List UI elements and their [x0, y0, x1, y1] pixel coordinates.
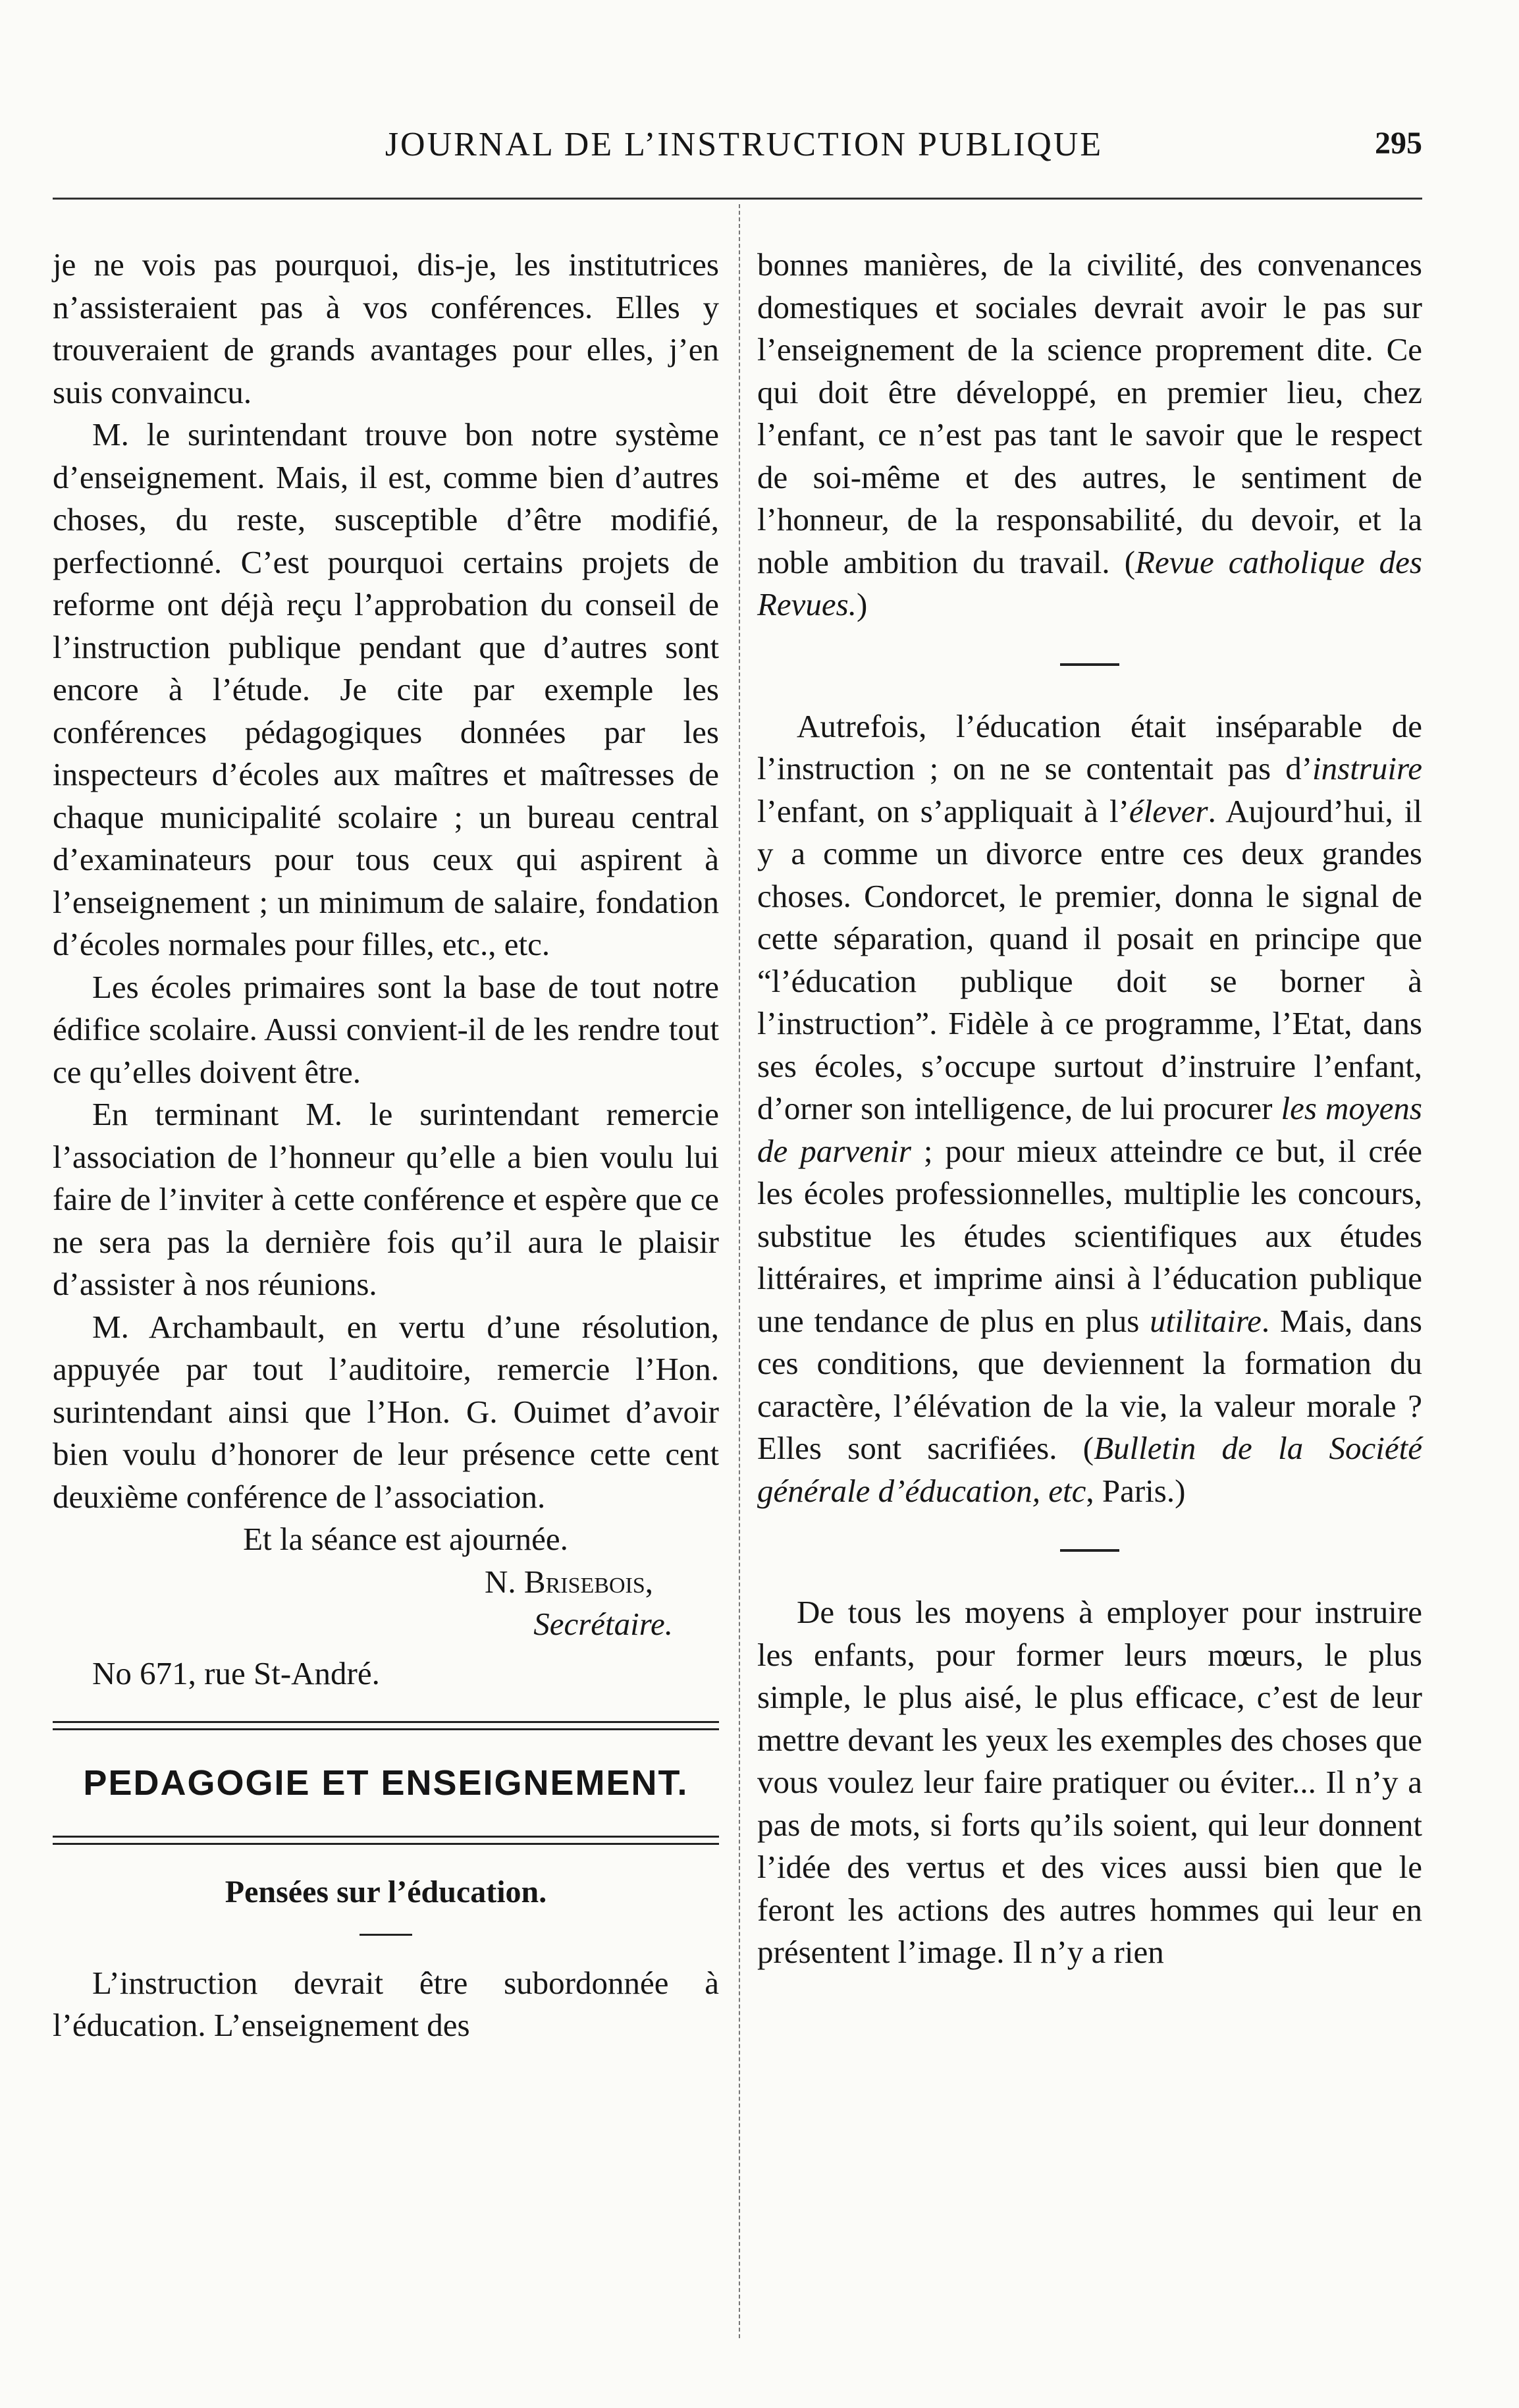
emphasis: utilitaire — [1150, 1302, 1262, 1339]
paragraph: M. Archambault, en vertu d’une résolution, appuyée par tout l’auditoire, remercie l’Hon. surintendant ainsi que l’Hon. G. Ouimet d’avoir bien voulu d’honorer de leur présence cette cent deuxième conférence de l’association. — [53, 1308, 719, 1515]
paragraph: Les écoles primaires sont la base de tout notre édifice scolaire. Aussi convient-il de les rendre tout ce qu’elles doivent être. — [53, 968, 719, 1090]
running-title: JOURNAL DE L’INSTRUCTION PUBLIQUE — [385, 126, 1104, 163]
section-rule — [53, 1721, 719, 1730]
emphasis: les moyens de parvenir — [757, 1090, 1422, 1169]
source-citation: Bulletin de la Société générale d’éducation, etc — [757, 1430, 1422, 1509]
article-title: Pensées sur l’éducation. — [225, 1874, 547, 1909]
separator-rule — [1060, 663, 1119, 666]
emphasis: élever — [1129, 792, 1208, 829]
page-number: 295 — [1375, 126, 1422, 161]
header-rule — [53, 198, 1422, 200]
paragraph: M. le surintendant trouve bon notre système d’enseignement. Mais, il est, comme bien d’autres choses, du reste, susceptible d’être modifié, perfectionné. C’est pourquoi certains projets de reforme ont déjà reçu l’approbation du conseil de l’instruction publique pendant que d’autres sont encore à l’étude. Je cite par exemple les conférences pédagogiques données par les inspecteurs d’écoles aux maîtres et maîtresses de chaque municipalité scolaire ; un bureau central d’examinateurs pour tous ceux qui aspirent à l’enseignement ; un minimum de salaire, fondation d’écoles normales pour filles, etc., etc. — [53, 416, 719, 962]
text: bonnes manières, de la civilité, des convenances domestiques et sociales devrait avoir le pas sur l’enseignement de la science proprement dite. Ce qui doit être développé, en premier lieu, chez l’enfant, ce n’est pas tant le savoir que le respect de soi-même et des autres, le sentiment de l’honneur, de la responsabilité, du devoir, et la noble ambition du travail. — [757, 246, 1422, 580]
column-divider — [739, 204, 740, 2338]
source-citation: Revue catholique des Revues. — [757, 543, 1422, 622]
paragraph: L’instruction devrait être subordonnée à l’éducation. L’enseignement des — [53, 1964, 719, 2043]
title-rule — [360, 1934, 412, 1936]
running-header — [53, 125, 1435, 178]
text: Autrefois, l’éducation était inséparable de l’instruction ; on ne se contentait pas d’ — [757, 707, 1422, 786]
signature-name: N. Brisebois, — [485, 1563, 653, 1600]
emphasis: instruire — [1312, 750, 1422, 786]
section-rule — [53, 1836, 719, 1845]
text: . Mais, dans ces conditions, que deviennent la formation du caractère, l’élévation de la vie, la valeur morale ? Elles sont sacrifiées. ( — [757, 1302, 1422, 1466]
adjournment-line: Et la séance est ajournée. — [243, 1521, 568, 1557]
separator-rule — [1060, 1549, 1119, 1552]
paragraph: En terminant M. le surintendant remercie l’association de l’honneur qu’elle a bien voulu lui faire de l’inviter à cette conférence et espère que ce ne sera pas la dernière fois qu’il aura le plaisir d’assister à nos réunions. — [53, 1096, 719, 1302]
signature-title: Secrétaire. — [533, 1606, 673, 1642]
paragraph: bonnes manières, de la civilité, des convenances domestiques et sociales devrait avoir le pas sur l’enseignement de la science proprement dite. Ce qui doit être développé, en premier lieu, chez l’enfant, ce n’est pas tant le savoir que le respect de soi-même et des autres, le sentiment de l’honneur, de la responsabilité, du devoir, et la noble ambition du travail. (Revue catholique des Revues.) — [757, 246, 1422, 622]
text: l’enfant, on s’appliquait à l’ — [757, 792, 1129, 829]
text: ; pour mieux atteindre ce but, il crée les écoles professionnelles, multiplie les concours, substitue les études scientifiques aux études littéraires, et imprime ainsi à l’éducation publique une tendance de plus en plus — [757, 1132, 1422, 1339]
text: . Aujourd’hui, il y a comme un divorce entre ces deux grandes choses. Condorcet, le premier, donna le signal de cette séparation, quand il posait en principe que “l’éducation publique doit se borner à l’instruction”. Fidèle à ce programme, l’Etat, dans ses écoles, s’occupe surtout d’instruire l’enfant, d’orner son intelligence, de lui procurer — [757, 792, 1422, 1126]
signature-address: No 671, rue St-André. — [92, 1655, 380, 1691]
left-column — [53, 244, 719, 2047]
paragraph — [757, 705, 1422, 1513]
text: , Paris.) — [1086, 1472, 1186, 1509]
paragraph: je ne vois pas pourquoi, dis-je, les institutrices n’assisteraient pas à vos conférences. Elles y trouveraient de grands avantages pour elles, j’en suis convaincu. — [53, 246, 719, 410]
right-column — [757, 244, 1422, 1974]
paragraph: De tous les moyens à employer pour instruire les enfants, pour former leurs mœurs, le plus simple, le plus aisé, le plus efficace, c’est de leur mettre devant les yeux les exemples des choses que vous voulez leur faire pratiquer ou éviter... Il n’y a pas de mots, si forts qu’ils soient, qui leur donnent l’idée des vertus et des vices aussi bien que le feront les actions des autres hommes qui leur en présentent l’image. Il n’y a rien — [757, 1594, 1422, 1970]
section-title: PEDAGOGIE ET ENSEIGNEMENT. — [83, 1763, 689, 1803]
